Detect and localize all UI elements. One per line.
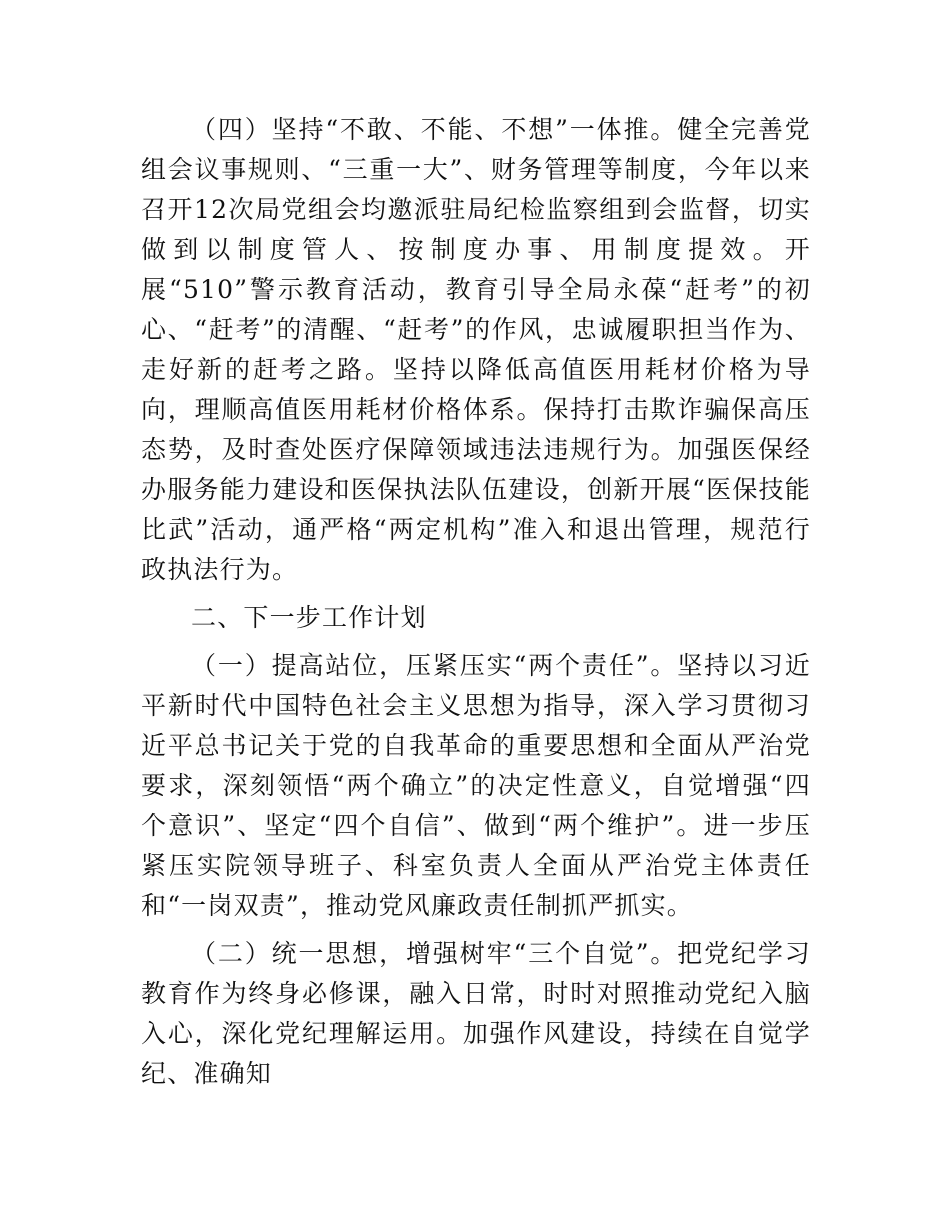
paragraph-item-one: （一）提高站位，压紧压实“两个责任”。坚持以习近平新时代中国特色社会主义思想为指导，深入学习贯彻习近平总书记关于党的自我革命的重要思想和全面从严治党要求，深刻领悟“两个确立”的决定性意义，自觉增强“四个意识”、坚定“四个自信”、做到“两个维护”。进一步压紧压实院领导班子、科室负责人全面从严治党主体责任和“一岗双责”，推动党风廉政责任制抓严抓实。 [141,651,811,920]
paragraph-section-four: （四）坚持“不敢、不能、不想”一体推。健全完善党组会议事规则、“三重一大”、财务管理等制度，今年以来召开12次局党组会均邀派驻局纪检监察组到会监督，切实做到以制度管人、按制度办事、用制度提效。开展“510”警示教育活动，教育引导全局永葆“赶考”的初心、“赶考”的清醒、“赶考”的作风，忠诚履职担当作为、走好新的赶考之路。坚持以降低高值医用耗材价格为导向，理顺高值医用耗材价格体系。保持打击欺诈骗保高压态势，及时查处医疗保障领域违法违规行为。加强医保经办服务能力建设和医保执法队伍建设，创新开展“医保技能比武”活动，通严格“两定机构”准入和退出管理，规范行政执法行为。 [141,115,811,584]
paragraph-item-two: （二）统一思想，增强树牢“三个自觉”。把党纪学习教育作为终身必修课，融入日常，时时对照推动党纪入脑入心，深化党纪理解运用。加强作风建设，持续在自觉学纪、准确知 [141,939,811,1088]
section-heading-next-steps: 二、下一步工作计划 [191,603,427,632]
document-body [141,110,811,1102]
